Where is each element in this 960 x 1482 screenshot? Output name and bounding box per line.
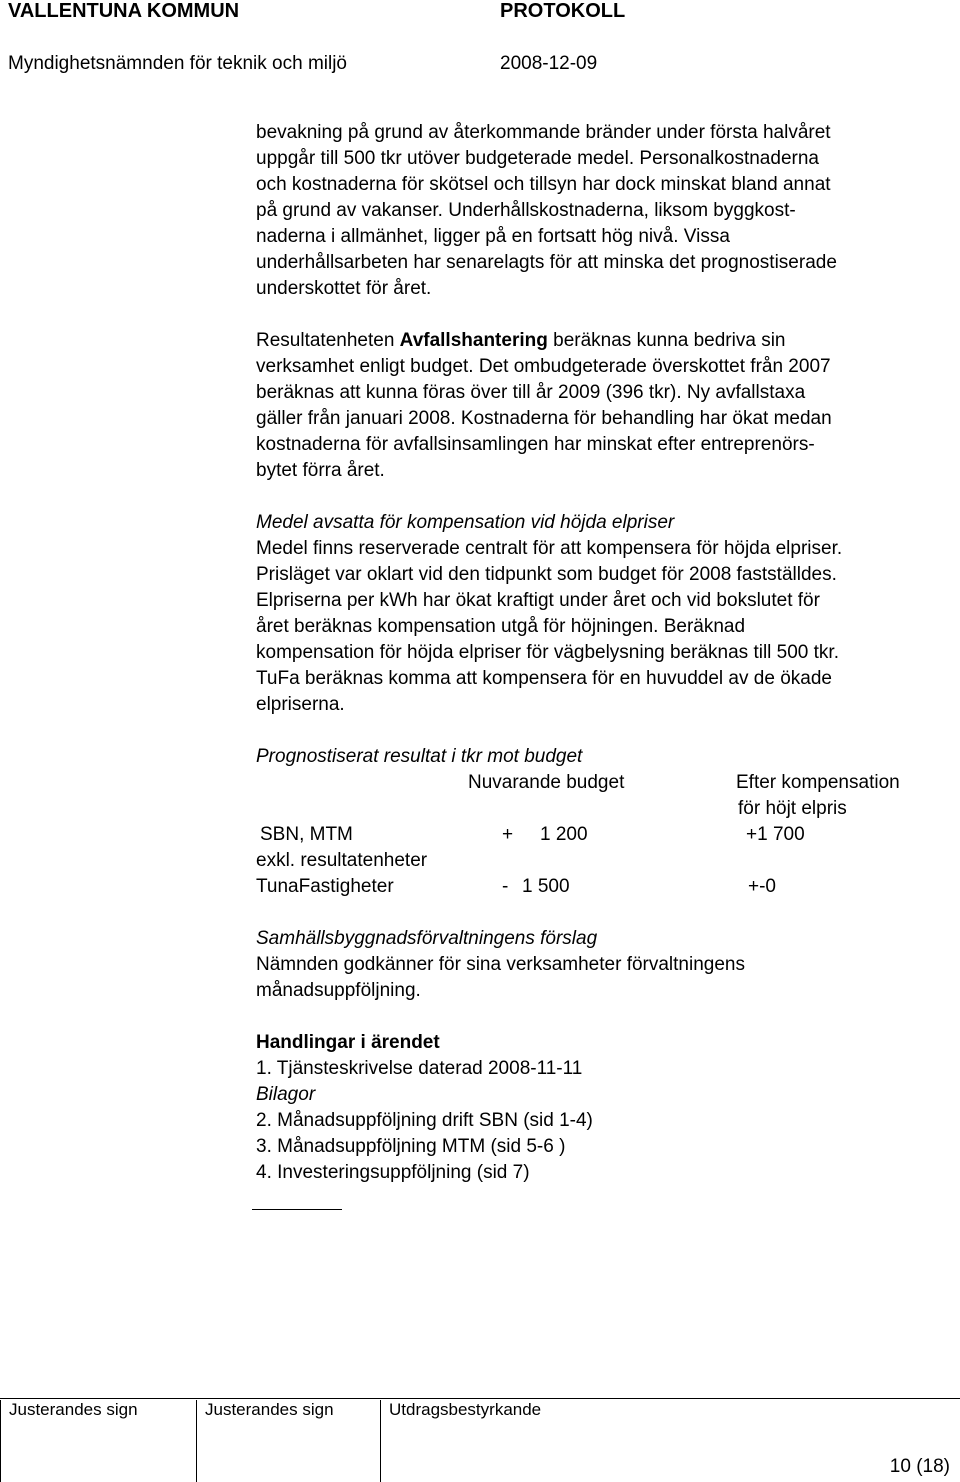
row-label: exkl. resultatenheter (256, 850, 428, 871)
row-budget-value: 1 500 (522, 876, 570, 897)
row-sign: - (502, 876, 509, 897)
paragraph-waste-management (256, 328, 956, 484)
forecast-section (256, 744, 956, 900)
proposal-section (256, 926, 956, 1004)
section-electricity-compensation (256, 510, 956, 718)
org-name: VALLENTUNA KOMMUN (8, 0, 240, 22)
document-body (256, 120, 956, 1186)
signature-box-2 (196, 1400, 380, 1482)
end-rule (252, 1209, 342, 1210)
signature-label: Justerandes sign (9, 1400, 138, 1419)
document-item: 2. Månadsuppföljning drift SBN (sid 1-4) (256, 1110, 593, 1131)
row-label: SBN, MTM (260, 824, 353, 845)
footer-rule (0, 1398, 960, 1399)
text-line: Medel finns reserverade centralt för att kompensera för höjda elpriser. (256, 538, 843, 559)
documents-section (256, 1030, 956, 1186)
text-line: bytet förra året. (256, 460, 385, 481)
text-line: naderna i allmänhet, ligger på en fortsatt hög nivå. Vissa (256, 226, 730, 247)
column-header-after-compensation: Efter kompensation (736, 772, 900, 793)
footer (0, 1398, 960, 1482)
text-line: på grund av vakanser. Underhållskostnaderna, liksom byggkost- (256, 200, 796, 221)
attachments-heading: Bilagor (256, 1084, 316, 1105)
text-line: beräknas att kunna föras över till år 2009 (396 tkr). Ny avfallstaxa (256, 382, 806, 403)
section-heading: Handlingar i ärendet (256, 1032, 440, 1053)
text-line: elpriserna. (256, 694, 345, 715)
text-line: uppgår till 500 tkr utöver budgeterade medel. Personalkostnaderna (256, 148, 819, 169)
signature-label: Justerandes sign (205, 1400, 334, 1419)
text-line: verksamhet enligt budget. Det ombudgeterade överskottet från 2007 (256, 356, 831, 377)
document-item: 1. Tjänsteskrivelse daterad 2008-11-11 (256, 1058, 583, 1079)
column-header-after-compensation-line2: för höjt elpris (738, 798, 847, 819)
text-run: Resultatenheten (256, 330, 400, 351)
document-item: 3. Månadsuppföljning MTM (sid 5-6 ) (256, 1136, 566, 1157)
text-line: TuFa beräknas komma att kompensera för en huvuddel av de ökade (256, 668, 832, 689)
text-line: kostnaderna för avfallsinsamlingen har minskat efter entreprenörs- (256, 434, 815, 455)
text-line: gäller från januari 2008. Kostnaderna för behandling har ökat medan (256, 408, 832, 429)
signature-box-1 (0, 1400, 196, 1482)
forecast-table (256, 770, 956, 900)
text-line: Prisläget var oklart vid den tidpunkt som budget för 2008 fastställdes. (256, 564, 837, 585)
text-line: Nämnden godkänner för sina verksamheter förvaltningens (256, 954, 745, 975)
text-line: bevakning på grund av återkommande bränder under första halvåret (256, 122, 831, 143)
section-heading: Medel avsatta för kompensation vid höjda elpriser (256, 512, 675, 533)
text-line (256, 328, 956, 354)
text-line: året beräknas kompensation utgå för höjningen. Beräknad (256, 616, 746, 637)
section-heading: Prognostiserat resultat i tkr mot budget (256, 746, 583, 767)
column-header-current-budget: Nuvarande budget (468, 772, 625, 793)
text-line: Elpriserna per kWh har ökat kraftigt under året och vid bokslutet för (256, 590, 820, 611)
document-type: PROTOKOLL (500, 0, 626, 22)
row-after-value: +-0 (748, 876, 776, 897)
meeting-date: 2008-12-09 (500, 53, 598, 74)
row-sign: + (502, 824, 514, 845)
section-heading: Samhällsbyggnadsförvaltningens förslag (256, 928, 598, 949)
extract-label: Utdragsbestyrkande (389, 1400, 542, 1419)
text-line: underskottet för året. (256, 278, 432, 299)
paragraph-security-costs (256, 120, 956, 302)
waste-unit-name: Avfallshantering (399, 330, 548, 351)
row-after-value: +1 700 (746, 824, 805, 845)
page-number: 10 (18) (889, 1456, 950, 1477)
row-label: TunaFastigheter (256, 876, 394, 897)
text-line: och kostnaderna för skötsel och tillsyn har dock minskat bland annat (256, 174, 831, 195)
committee-name: Myndighetsnämnden för teknik och miljö (8, 53, 348, 74)
row-budget-value: 1 200 (540, 824, 588, 845)
text-line: underhållsarbeten har senarelagts för att minska det prognostiserade (256, 252, 837, 273)
text-line: kompensation för höjda elpriser för vägbelysning beräknas till 500 tkr. (256, 642, 839, 663)
text-run: beräknas kunna bedriva sin (547, 330, 786, 351)
extract-certification-box (380, 1400, 960, 1482)
text-line: månadsuppföljning. (256, 980, 421, 1001)
document-item: 4. Investeringsuppföljning (sid 7) (256, 1162, 530, 1183)
